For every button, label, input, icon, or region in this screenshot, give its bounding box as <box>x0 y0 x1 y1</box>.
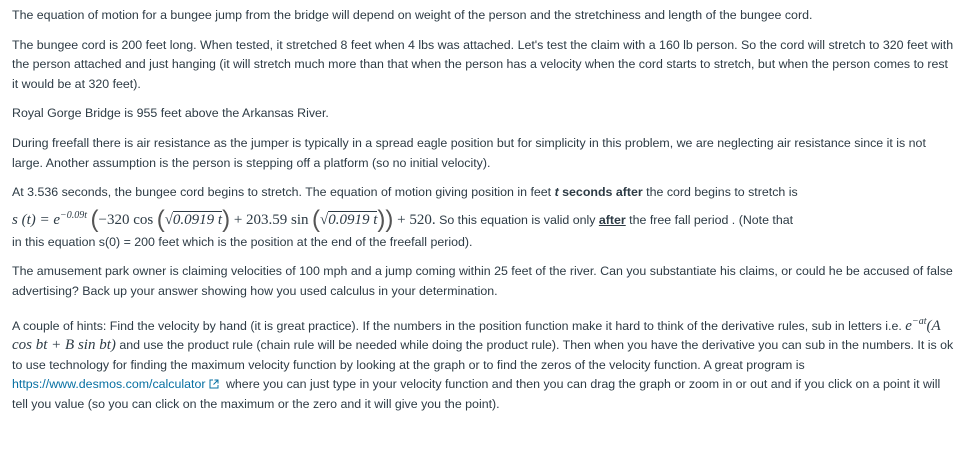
hint-math-exponent: −at <box>911 315 927 327</box>
paragraph-hints <box>12 312 957 415</box>
equation-cos-argument: 0.0919 t <box>172 211 223 228</box>
equation-constant: + 520. <box>393 211 436 228</box>
seconds-after-text: seconds after <box>558 185 643 200</box>
equation-sin-argument: 0.0919 t <box>328 211 378 228</box>
equation-line: s $(t) = e^{-0.09t}$ (−320 cos (√0.0919 t) + 203.59 sin (√0.0919 t)) + 520. So this equation is valid only after the free fall period . (Note that <box>12 205 794 233</box>
desmos-link[interactable]: https://www.desmos.com/calculator <box>12 377 206 392</box>
hint-math-body: (A cos bt + B sin bt) <box>12 317 941 354</box>
variable-t: t <box>554 185 559 200</box>
paragraph-claims: The amusement park owner is claiming velocities of 100 mph and a jump coming within 25 feet of the river. Can you substantiate his claims, or could he be accused of false advertising? Back up your answer showing how you used calculus in your determination. <box>12 264 953 298</box>
equation-sin-term: + 203.59 sin <box>230 211 309 228</box>
hint-math-e: e <box>905 317 912 334</box>
external-link-icon[interactable] <box>209 379 219 389</box>
equation-note-end: in this equation s(0) = 200 feet which is the position at the end of the freefall period). <box>12 234 473 249</box>
hints-text-end: where you can just type in your velocity function and then you can drag the graph or zoom in or out and if you click on a point it will tell you value (so you can click on the maximum or the zero and it will give you the point). <box>12 377 941 411</box>
equation-cos-term: −320 cos <box>98 211 154 228</box>
equation-lhs: s (t) = e <box>12 211 61 228</box>
hints-text-start: A couple of hints: Find the velocity by hand (it is great practice). If the numbers in the position function make it hard to think of the derivative rules, sub in letters i.e. <box>12 318 906 333</box>
paragraph-intro: The equation of motion for a bungee jump from the bridge will depend on weight of the person and the stretchiness and length of the bungee cord. <box>12 8 813 22</box>
paragraph-cord-specs: The bungee cord is 200 feet long. When tested, it stretched 8 feet when 4 lbs was attached. Let's test the claim with a 160 lb person. So the cord will stretch to 320 feet with the person attached and just hanging (it will stretch much more than that when the person has a velocity when the cord starts to stretch, but when the person comes to rest it would be at 320 feet). <box>12 37 954 91</box>
equation-intro-tail: the cord begins to stretch is <box>642 185 798 200</box>
equation-note-start: the free fall period . (Note that <box>625 212 794 227</box>
equation-validity-text: So this equation is valid only <box>439 212 599 227</box>
equation-exponent: −0.09t <box>60 209 88 221</box>
after-emphasis: after <box>598 212 626 227</box>
paragraph-assumptions: During freefall there is air resistance as the jumper is typically in a spread eagle position but for simplicity in this problem, we are neglecting air resistance since it is not large. Another assumption is the person is stepping off a platform (so no initial velocity). <box>12 135 926 170</box>
hints-text-middle: and use the product rule (chain rule will be needed while doing the product rule). Then when you have the derivative you can sub in the numbers. It is ok to use technology for finding the maximum velocity function by looking at the graph or to find the zeros of the velocity function. A great program is <box>12 338 954 372</box>
paragraph-equation <box>12 183 957 252</box>
paragraph-bridge-height: Royal Gorge Bridge is 955 feet above the Arkansas River. <box>12 106 329 121</box>
equation-intro-text: At 3.536 seconds, the bungee cord begins to stretch. The equation of motion giving position in feet <box>12 185 555 200</box>
